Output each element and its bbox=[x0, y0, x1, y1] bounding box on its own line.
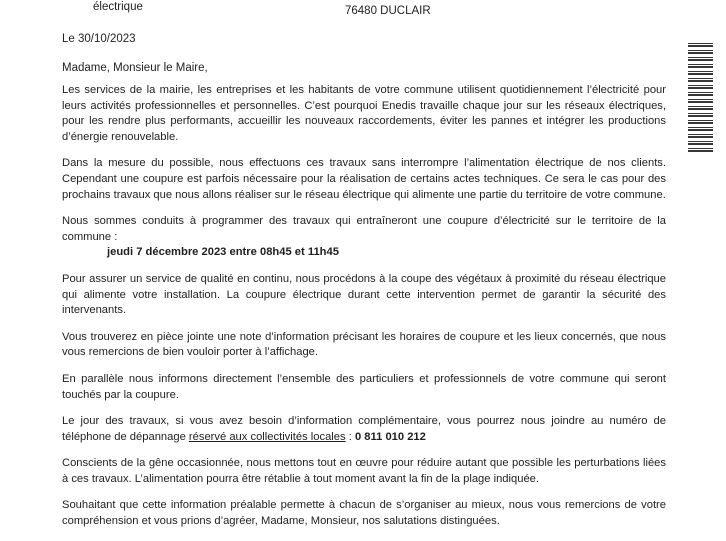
salutation: Madame, Monsieur le Maire, bbox=[62, 62, 208, 74]
paragraph-1: Les services de la mairie, les entreprises et les habitants de votre commune utilisent quotidiennement l’électricité pour leurs activités professionnelles et personnelles. C’est pourquoi Enedis travaille chaque jour sur les réseaux électriques, pour les rendre plus performants, accueillir les nouveaux raccordements, éviter les pannes et intégrer les productions d’énergie renouvelable. bbox=[62, 84, 666, 143]
paragraph-2: Dans la mesure du possible, nous effectuons ces travaux sans interrompre l’alimentation électrique de nos clients. Cependant une coupure est parfois nécessaire pour la réalisation de certains actes techniques. Ce sera le cas pour des prochains travaux que nous allons réaliser sur le réseau électrique qui alimente une partie du territoire de votre commune. bbox=[62, 157, 666, 201]
phone-number: 0 811 010 212 bbox=[354, 430, 426, 443]
paragraph-4: Pour assurer un service de qualité en continu, nous procédons à la coupe des végétaux à proximité du réseau électrique qui alimente votre installation. La coupure électrique durant cette intervention permet de garantir la sécurité des intervenants. bbox=[62, 272, 666, 317]
paragraph-6: En parallèle nous informons directement l’ensemble des particuliers et professionnels de votre commune qui seront touchés par la coupure. bbox=[62, 372, 666, 401]
reserved-note: réservé aux collectivités locales bbox=[188, 430, 346, 443]
paragraph-5: Vous trouverez en pièce jointe une note d’information précisant les horaires de coupure et les lieux concernés, que nous vous remercions de bien vouloir porter à l’affichage. bbox=[62, 330, 666, 359]
phone-separator: : bbox=[345, 430, 355, 443]
letter-date: Le 30/10/2023 bbox=[62, 33, 136, 45]
paragraph-7 bbox=[62, 414, 666, 445]
outage-date: jeudi 7 décembre 2023 entre 08h45 et 11h45 bbox=[107, 246, 339, 259]
datamatrix-barcode bbox=[688, 40, 713, 152]
paragraph-3 bbox=[62, 214, 666, 261]
recipient-address: 76480 DUCLAIR bbox=[345, 5, 431, 17]
paragraph-9: Souhaitant que cette information préalable permette à chacun de s’organiser au mieux, nous vous remercions de votre compréhension et vous prions d’agréer, Madame, Monsieur, nos salutations distinguées. bbox=[62, 499, 666, 528]
paragraph-7-text: Le jour des travaux, si vous avez besoin d’information complémentaire, vous pourrez nous joindre au numéro de téléphone de dépannage bbox=[62, 415, 666, 443]
paragraph-3-text: Nous sommes conduits à programmer des travaux qui entraîneront une coupure d’électricité sur le territoire de la commune : bbox=[62, 215, 666, 243]
paragraph-8: Conscients de la gêne occasionnée, nous mettons tout en œuvre pour réduire autant que possible les perturbations liées à ces travaux. L’alimentation pourra être rétablie à tout moment avant la fin de la plage indiquée. bbox=[62, 457, 666, 485]
header-fragment: électrique bbox=[93, 1, 143, 13]
letter-body bbox=[62, 83, 666, 541]
